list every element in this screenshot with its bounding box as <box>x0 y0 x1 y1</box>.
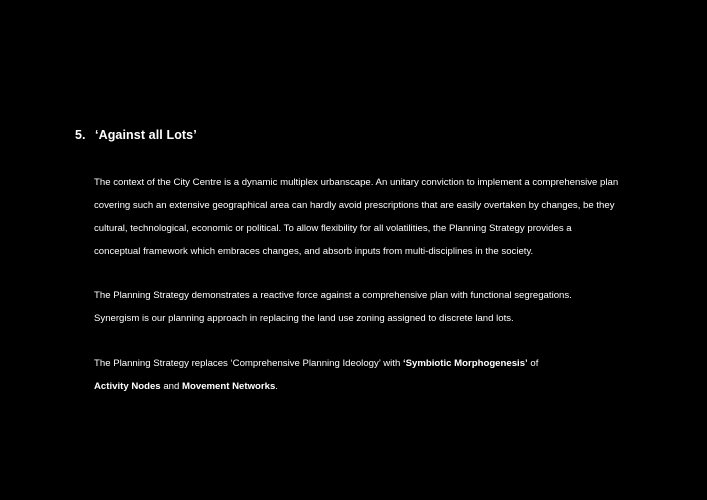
line-text: of <box>527 358 539 369</box>
paragraph-line: Synergism is our planning approach in replacing the land use zoning assigned to discrete land lots. <box>94 313 514 324</box>
paragraph-symbiotic <box>94 352 674 398</box>
section-number: 5. <box>75 128 86 142</box>
line-text: and <box>160 381 182 392</box>
line-text: The Planning Strategy replaces ‘Comprehensive Planning Ideology’ with <box>94 358 403 369</box>
section-title: ‘Against all Lots’ <box>95 128 197 142</box>
paragraph-line: conceptual framework which embraces changes, and absorb inputs from multi-disciplines in the society. <box>94 246 534 257</box>
emphasis-movement-networks: Movement Networks <box>182 381 276 392</box>
section-heading <box>75 128 197 142</box>
emphasis-symbiotic-morphogenesis: ‘Symbiotic Morphogenesis’ <box>402 358 528 369</box>
paragraph-line <box>94 352 674 375</box>
paragraph-reactive-force <box>94 284 674 330</box>
paragraph-line: The Planning Strategy demonstrates a reactive force against a comprehensive plan with functional segregations. <box>94 290 572 301</box>
line-text: . <box>275 381 278 392</box>
emphasis-activity-nodes: Activity Nodes <box>94 381 161 392</box>
paragraph-line: cultural, technological, economic or political. To allow flexibility for all volatilities, the Planning Strategy provides a <box>94 223 572 234</box>
paragraph-line: The context of the City Centre is a dynamic multiplex urbanscape. An unitary conviction to implement a comprehensive plan <box>94 177 619 188</box>
paragraph-line <box>94 375 674 398</box>
paragraph-context <box>94 171 674 263</box>
paragraph-line: covering such an extensive geographical area can hardly avoid prescriptions that are easily overtaken by changes, be they <box>94 200 615 211</box>
